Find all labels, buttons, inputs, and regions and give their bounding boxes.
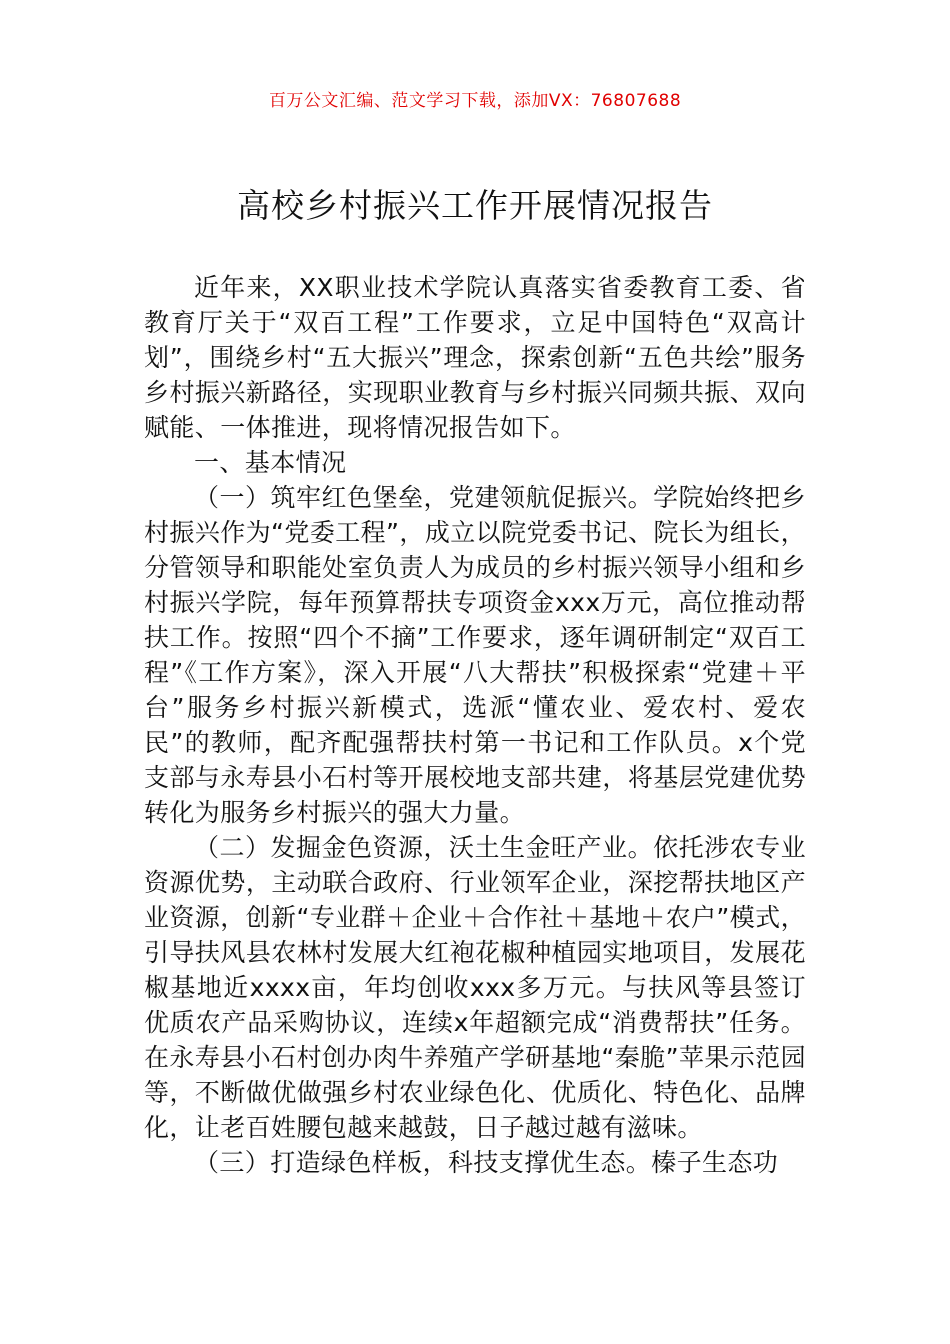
header-note: 百万公文汇编、范文学习下载，添加VX：76807688 [268,91,682,111]
document-body [144,270,806,1180]
section-heading: 一、基本情况 [194,448,347,477]
paragraph-section-2: （二）发掘金色资源，沃土生金旺产业。依托涉农专业资源优势，主动联合政府、行业领军企业，深挖帮扶地区产业资源，创新“专业群＋企业＋合作社＋基地＋农户”模式，引导扶风县农林村发展大红袍花椒种植园实地项目，发展花椒基地近xxxx亩，年均创收xxx多万元。与扶风等县签订优质农产品采购协议，连续x年超额完成“消费帮扶”任务。在永寿县小石村创办肉牛养殖产学研基地“秦脆”苹果示范园等，不断做优做强乡村农业绿色化、优质化、特色化、品牌化，让老百姓腰包越来越鼓，日子越过越有滋味。 [144,833,806,1142]
document-title: 高校乡村振兴工作开展情况报告 [237,186,713,225]
paragraph-section-1: （一）筑牢红色堡垒，党建领航促振兴。学院始终把乡村振兴作为“党委工程”，成立以院党委书记、院长为组长，分管领导和职能处室负责人为成员的乡村振兴领导小组和乡村振兴学院，每年预算帮扶专项资金xxx万元，高位推动帮扶工作。按照“四个不摘”工作要求，逐年调研制定“双百工程”《工作方案》，深入开展“八大帮扶”积极探索“党建＋平台”服务乡村振兴新模式，选派“懂农业、爱农村、爱农民”的教师，配齐配强帮扶村第一书记和工作队员。x个党支部与永寿县小石村等开展校地支部共建，将基层党建优势转化为服务乡村振兴的强大力量。 [144,483,806,827]
paragraph-intro: 近年来，XX职业技术学院认真落实省委教育工委、省教育厅关于“双百工程”工作要求，立足中国特色“双高计划”，围绕乡村“五大振兴”理念，探索创新“五色共绘”服务乡村振兴新路径，实现职业教育与乡村振兴同频共振、双向赋能、一体推进，现将情况报告如下。 [144,273,806,442]
paragraph-section-3: （三）打造绿色样板，科技支撑优生态。榛子生态功 [194,1148,779,1177]
